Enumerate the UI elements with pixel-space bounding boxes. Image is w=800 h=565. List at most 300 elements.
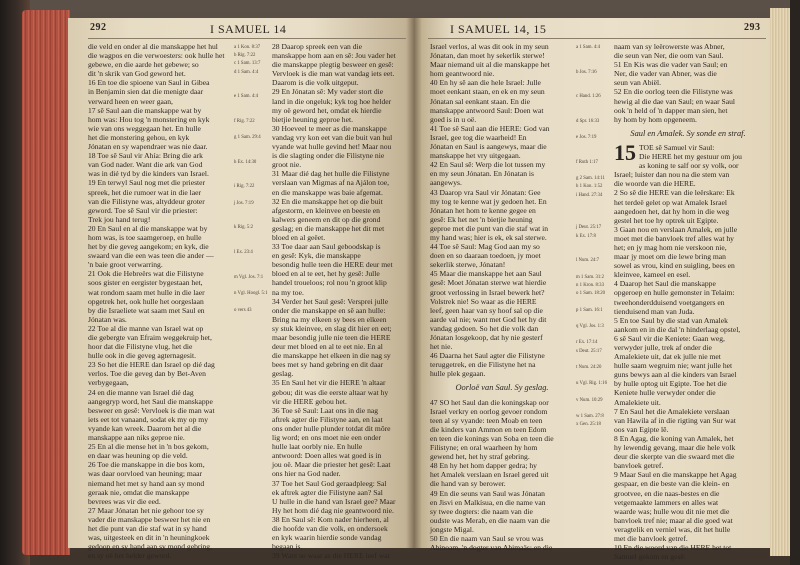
verse-line: die wagpos en die verwoesters: ook hulle het bbox=[88, 51, 225, 61]
verse-line: opgetrek het, ook hulle het oorgeslaan bbox=[88, 296, 204, 306]
verse-line: gebou; dit was die eerste altaar wat hy bbox=[272, 387, 389, 397]
verse-line: begaan is. bbox=[272, 542, 303, 552]
verse-line: Vervloek is die man wat vandag iets eet. bbox=[272, 69, 395, 79]
cross-reference bbox=[234, 151, 270, 159]
verse-line: geslag; en die manskappe het dit met bbox=[272, 223, 385, 233]
cross-reference bbox=[234, 126, 270, 134]
verse-line: as koning te salf oor sy volk, oor bbox=[639, 161, 739, 171]
chapter-number: 15 bbox=[614, 139, 636, 165]
verse-line: Daarom is die volk uitgeput. bbox=[272, 78, 359, 88]
verse-line: en Jisvi en Malkísua, en die name van bbox=[430, 497, 546, 507]
verse-line: 6 sê Saul vir die Keniete: Gaan weg, bbox=[614, 333, 725, 343]
verse-line: die manskappe plegtig besweer en gesê: bbox=[272, 60, 394, 70]
verse-line: 2 So sê die HERE van die leërskare: Ek bbox=[614, 188, 735, 198]
cross-reference bbox=[234, 77, 270, 85]
verse-line: Keniete hulle verwyder onder die bbox=[614, 388, 716, 398]
verse-line: gesê: Moet Jónatan sterwe wat hierdie bbox=[430, 278, 547, 288]
verse-line: deur met bloed en al te eet nie. En al bbox=[272, 342, 383, 352]
verse-line: 43 Daarop vra Saul vir Jónatan: Gee bbox=[430, 187, 541, 197]
verse-line: by die Israeliete wat saam met Saul en bbox=[88, 305, 205, 315]
verse-line: teen al sy vyande: teen Moab en teen bbox=[430, 415, 543, 425]
verse-line: Amalekiete uit, dat ek julle nie met bbox=[614, 352, 721, 362]
verse-line: en gesê: Kyk, die manskappe bbox=[272, 251, 361, 261]
left-page-number: 292 bbox=[90, 22, 107, 33]
cross-reference bbox=[234, 85, 270, 93]
verse-line: vyande wat hulle gevind het! Maar nou bbox=[272, 142, 392, 152]
verse-line: het by die geveg aangekom; en kyk, die bbox=[88, 242, 209, 252]
cross-reference bbox=[576, 372, 612, 380]
verse-line: van Hawila af in die rigting van Sur wat bbox=[614, 415, 736, 425]
cross-reference bbox=[576, 126, 612, 134]
verse-line: gestel het toe hy optrek uit Egipte. bbox=[614, 215, 719, 225]
right-column-1 bbox=[430, 42, 574, 553]
right-column-2 bbox=[614, 42, 762, 562]
verse-line: 26 Toe die manskappe in die bos kom, bbox=[88, 460, 205, 470]
verse-line: verward heen en weer gaan, bbox=[88, 96, 173, 106]
verse-line: hom geantwoord nie. bbox=[430, 69, 495, 79]
verse-line: 35 En Saul het vir die HERE 'n altaar bbox=[272, 378, 386, 388]
cross-reference bbox=[576, 85, 612, 93]
verse-line: Jónatan sal eenkant staan. En die bbox=[430, 96, 530, 106]
verse-line: Bring na my elkeen sy bees en elkeen bbox=[272, 314, 387, 324]
cross-reference: t Num. 24:20 bbox=[576, 364, 602, 370]
cross-reference: i Hand. 27:34 bbox=[576, 192, 603, 198]
verse-line: 34 Verder het Saul gesê: Versprei julle bbox=[272, 296, 389, 306]
verse-line: teruggetrek, en die Filistyne het na bbox=[430, 360, 536, 370]
verse-line: hoor dat die Filistyne vlug, het die bbox=[88, 342, 193, 352]
cross-reference bbox=[234, 208, 270, 216]
cross-reference: d 1 Sam. 4:4 bbox=[234, 69, 259, 75]
verse-line: waarde was; hulle wou dit nie met die bbox=[614, 506, 730, 516]
verse-line: deur die skerpte van die swaard met die bbox=[614, 452, 735, 462]
verse-line: 8 En Agag, die koning van Amalek, het bbox=[614, 433, 734, 443]
cross-reference bbox=[234, 298, 270, 306]
verse-line: en kyk waarin hierdie sonde vandag bbox=[272, 533, 382, 543]
cross-reference: h 1 Kon. 1:52 bbox=[576, 184, 603, 190]
cross-reference: l Ex. 23:4 bbox=[234, 250, 253, 256]
verse-line: hom was, is toe saamgeroep, en hulle bbox=[88, 232, 202, 242]
verse-line: die veld en onder al die manskappe het hul bbox=[88, 42, 218, 51]
cross-reference bbox=[576, 216, 612, 224]
verse-line: sowel as vrou, kind en suigling, bees en bbox=[614, 261, 735, 271]
verse-line: 33 Toe daar aan Saul geboodskap is bbox=[272, 242, 381, 252]
verse-line: Jónatan, dan moet hy sekerlik sterwe! bbox=[430, 51, 545, 61]
verse-line: antwoord: Doen alles wat goed is in bbox=[272, 451, 382, 461]
verse-line: ek aftrek agter die Filistyne aan? Sal bbox=[272, 487, 383, 497]
verse-line: en daar was heuning op die veld. bbox=[88, 451, 188, 461]
verse-line: 29 En Jónatan sê: My vader stort die bbox=[272, 87, 384, 97]
verse-line: iets eet tot vanaand, sodat ek my op my bbox=[88, 414, 208, 424]
verse-line: het terdeë gelet op wat Amalek Israel bbox=[614, 197, 728, 207]
right-page-number: 293 bbox=[744, 22, 761, 33]
verse-line: het Amalek verslaan en Israel gered uit bbox=[430, 470, 549, 480]
verse-line: hulle plek gegaan. bbox=[430, 369, 486, 379]
verse-line: veragtelik en verniel was, dit het hulle bbox=[614, 524, 731, 534]
verse-line: Trek jou hand terug! bbox=[88, 214, 151, 224]
verse-line: 39 Want so waar as die HERE leef wat bbox=[272, 551, 390, 561]
verse-line: het die punt van die staf wat in sy hand bbox=[88, 523, 207, 533]
verse-line: geword. Toe sê Saul vir die priester: bbox=[88, 205, 198, 215]
verse-line: 10 En die woord van die HERE het tot bbox=[614, 543, 732, 553]
verse-line: verbygegaan, bbox=[88, 378, 129, 388]
verse-line: die hand van sy berower. bbox=[430, 479, 506, 489]
verse-line: van God nader. Want die ark van God bbox=[88, 160, 203, 170]
verse-line: in Benjamin sien dat die menigte daar bbox=[88, 87, 204, 97]
right-page bbox=[414, 18, 774, 562]
verse-line: 48 En hy het hom dapper gedra; hy bbox=[430, 461, 537, 471]
verse-line: oos van Egipte lê. bbox=[614, 424, 669, 434]
cross-reference: p 1 Sam. 16:1 bbox=[576, 307, 603, 313]
verse-line: aangewys. bbox=[430, 178, 462, 188]
verse-line: naam van sy leërowerste was Abner, bbox=[614, 42, 725, 51]
verse-line: 16 En toe die spioene van Saul in Gibea bbox=[88, 78, 210, 88]
verse-line: sekerlik sterwe, Jónatan! bbox=[430, 260, 506, 270]
cross-reference bbox=[576, 356, 612, 364]
verse-line: 28 Daarop spreek een van die bbox=[272, 42, 363, 51]
verse-line: 7 En Saul het die Amalekiete verslaan bbox=[614, 406, 730, 416]
verse-line: hom was: Hou tog 'n monstering en kyk bbox=[88, 114, 210, 124]
verse-line: het die monstering gehou, en kyk bbox=[88, 132, 190, 142]
left-references-1 bbox=[234, 44, 270, 544]
cross-reference bbox=[234, 101, 270, 109]
verse-line: bietjie heuning geproe het. bbox=[272, 114, 353, 124]
verse-line: dit 'n skrik van God geword het. bbox=[88, 69, 186, 79]
verse-line: hewig al die dae van Saul; en waar Saul bbox=[614, 96, 736, 106]
verse-line: geproe met die punt van die staf wat in bbox=[430, 223, 549, 233]
verse-line: vyande kan wreek. Daarom het al die bbox=[88, 423, 202, 433]
cross-reference bbox=[234, 175, 270, 183]
verse-line: maar jy moet om die lewe bring man bbox=[614, 252, 726, 262]
verse-line: Ahinoam, 'n dogter van Ahimaäs; en die bbox=[430, 543, 553, 553]
verse-line: Volstrek nie! So waar as die HERE bbox=[430, 296, 537, 306]
verse-line: banvloek tref nie; maar al die goed wat bbox=[614, 515, 733, 525]
verse-line: spreek, het die rumoer wat in die laer bbox=[88, 187, 202, 197]
verse-line: hy hom by hom opgeneem. bbox=[614, 114, 697, 124]
verse-line: besweer en gesê: Vervloek is die man wat bbox=[88, 405, 215, 415]
verse-line: Jónatan en sy wapendraer was nie daar. bbox=[88, 142, 208, 152]
verse-line: afgestorm, en kleinvee en beeste en bbox=[272, 205, 380, 215]
verse-line: besondig hulle teen die HERE deur met bbox=[272, 260, 393, 270]
verse-line: vetgemaakte lammers en alles wat bbox=[614, 497, 719, 507]
verse-line: 40 En hy sê aan die hele Israel: Julle bbox=[430, 78, 541, 88]
verse-line: jongste Migal. bbox=[430, 524, 474, 534]
cross-reference bbox=[576, 241, 612, 249]
verse-line: hulle saam wegruim nie; want julle het bbox=[614, 361, 733, 371]
cross-reference bbox=[234, 167, 270, 175]
verse-line: kleinvee, kameel en esel. bbox=[614, 270, 691, 280]
cross-reference: c 1 Sam. 13:7 bbox=[234, 61, 261, 67]
left-column-1 bbox=[88, 42, 230, 561]
cross-reference: k Ex. 17:8 bbox=[576, 233, 596, 239]
verse-line: 49 En die seuns van Saul was Jónatan bbox=[430, 488, 545, 498]
verse-line: Die HERE het my gestuur om jou bbox=[639, 152, 742, 162]
verse-line: kalwers geneem en dit op die grond bbox=[272, 214, 381, 224]
verse-line: die kinders van Ammon en teen Edom bbox=[430, 424, 547, 434]
verse-line: vandag gedoen. So het die volk dan bbox=[430, 323, 539, 333]
verse-line: tienduisend man van Juda. bbox=[614, 306, 695, 316]
verse-line: 46 Daarna het Saul agter die Filistyne bbox=[430, 351, 545, 361]
cross-reference: x Gen. 25:18 bbox=[576, 422, 601, 428]
verse-line: aankom en in die dal 'n hinderlaag opstel, bbox=[614, 324, 741, 334]
cross-reference bbox=[576, 110, 612, 118]
section-heading-saul-wars: Oorloë van Saul. Sy geslag. bbox=[455, 383, 549, 393]
verse-line: verlos. Toe die geveg dan by Bet-Aven bbox=[88, 369, 206, 379]
red-page-edges bbox=[22, 10, 70, 555]
cross-reference bbox=[234, 265, 270, 273]
cross-reference: k Rig. 5:2 bbox=[234, 225, 254, 231]
cross-reference: i Rig. 7:22 bbox=[234, 184, 255, 190]
book-cover-right bbox=[790, 0, 800, 565]
verse-line: die manskappe het elkeen in die nag sy bbox=[272, 351, 391, 361]
verse-line: 30 Hoeveel te meer as die manskappe bbox=[272, 123, 387, 133]
verse-line: aangedoen het, dat hy hom in die weg bbox=[614, 206, 730, 216]
cross-reference bbox=[234, 192, 270, 200]
verse-line: guns bewys aan al die kinders van Israel bbox=[614, 370, 737, 380]
verse-line: die gebergte van Efraim weggekruip het, bbox=[88, 333, 212, 342]
cross-reference: v Num. 10:29 bbox=[576, 397, 603, 403]
verse-line: 24 en die manne van Israel dié dag bbox=[88, 387, 194, 397]
cross-reference bbox=[576, 151, 612, 159]
verse-line: gebewe, en die aarde het gebewe; so bbox=[88, 60, 199, 70]
verse-line: 17 sê Saul aan die manskappe wat by bbox=[88, 105, 202, 115]
verse-line: manskappe het vry uitgegaan. bbox=[430, 151, 521, 161]
cross-reference: r Ex. 17:14 bbox=[576, 340, 598, 346]
verse-line: 18 Toe sê Saul vir Ahía: Bring die ark bbox=[88, 151, 203, 161]
verse-line: manskappe aan niks geproe nie. bbox=[88, 433, 185, 443]
verse-line: vandag vry kon eet van die buit van hul bbox=[272, 132, 393, 142]
cross-reference: j Jos. 7:19 bbox=[234, 200, 254, 206]
cross-reference: l Num. 24:7 bbox=[576, 258, 600, 264]
cross-reference: g 1 Sam. 29:4 bbox=[234, 135, 261, 141]
cross-reference: u Vgl. Rig. 1:16 bbox=[576, 381, 607, 387]
verse-line: sy twee dogters: die naam van die bbox=[430, 506, 533, 516]
verse-line: bloed en al te eet, het hy gesê: Julle bbox=[272, 269, 380, 279]
verse-line: bloed en al geëet. bbox=[272, 232, 326, 242]
verse-line: en die manskappe was baie afgemat. bbox=[272, 187, 383, 197]
verse-line: banvloek getref. bbox=[614, 461, 664, 471]
verse-line: onder die manskappe en sê aan hulle: bbox=[272, 305, 386, 315]
verse-line: is die slagting onder die Filistyne nie bbox=[272, 151, 385, 161]
verse-line: tweehonderdduisend voetgangers en bbox=[614, 297, 725, 307]
cross-reference: d Spr. 16:33 bbox=[576, 118, 600, 124]
verse-line: 37 Toe het Saul God geraadpleeg: Sal bbox=[272, 478, 387, 488]
cross-reference: q Vgl. Jos. 1:3 bbox=[576, 323, 604, 329]
verse-line: was, uitgesteek en dit in 'n heuningkoek bbox=[88, 533, 210, 543]
verse-line: gespaar, en die beste van die klein- en bbox=[614, 479, 730, 489]
verse-line: gedoop en sy hand aan sy mond gebring, bbox=[88, 542, 213, 552]
verse-line: goed is in u oë. bbox=[430, 114, 477, 124]
verse-line: ook 'n held of 'n dapper man sien, het bbox=[614, 105, 728, 115]
verse-line: leef, geen haar van sy hoof sal op die bbox=[430, 305, 543, 315]
cross-reference: f Ruth 1:17 bbox=[576, 159, 598, 165]
verse-line: 52 En die oorlog teen die Filistyne was bbox=[614, 87, 733, 97]
verse-line: groot nie. bbox=[272, 160, 302, 170]
cross-reference: h Ex. 14:30 bbox=[234, 159, 257, 165]
cross-reference: a 1 Sam. 4:4 bbox=[576, 45, 600, 50]
verse-line: 42 En Saul sê: Werp die lot tussen my bbox=[430, 160, 546, 170]
verse-line: vader die manskappe besweer het nie en bbox=[88, 514, 211, 524]
cross-reference: e Jos. 7:19 bbox=[576, 135, 597, 141]
cross-reference: g 2 Sam. 14:11 bbox=[576, 176, 605, 182]
verse-line: jou oë. Maar die priester het gesê: Laat bbox=[272, 460, 391, 470]
cross-reference: f Rig. 7:22 bbox=[234, 118, 255, 124]
cross-reference: w 1 Sam. 27:8 bbox=[576, 414, 604, 420]
left-header-rule bbox=[88, 38, 406, 39]
verse-line: grootvee, en die naas-bestes en die bbox=[614, 488, 720, 498]
cross-reference bbox=[576, 331, 612, 339]
verse-line: soos gister en eergister bygestaan het, bbox=[88, 278, 203, 288]
verse-line: die woorde van die HERE. bbox=[614, 179, 696, 189]
verse-line: die hoofde van die volk, en ondersoek bbox=[272, 523, 388, 533]
verse-line: U hulle in die hand van Israel gee? Maar bbox=[272, 496, 396, 506]
verse-line: moet eenkant staan, en ek en my seun bbox=[430, 87, 545, 97]
verse-line: Samuel gekom en gesê: bbox=[614, 552, 686, 562]
verse-line: my tog te kenne wat jy gedoen het. En bbox=[430, 196, 547, 206]
verse-line: na my toe. bbox=[272, 287, 304, 297]
verse-line: Israel verlos, al was dit ook in my seun bbox=[430, 42, 549, 51]
cross-reference: c Hand. 1:26 bbox=[576, 94, 601, 100]
verse-line: 36 Toe sê Saul: Laat ons in die nag bbox=[272, 405, 379, 415]
verse-line: hy lewendig gevang, maar die hele volk bbox=[614, 443, 736, 453]
right-header-rule bbox=[428, 38, 766, 39]
verse-line: geraak nie, omdat die manskappe bbox=[88, 487, 190, 497]
cross-reference bbox=[234, 241, 270, 249]
cross-reference: b Jos. 7:16 bbox=[576, 69, 597, 75]
cross-reference bbox=[576, 101, 612, 109]
verse-line: by hulle optog uit Egipte. Toe het die bbox=[614, 379, 727, 389]
verse-line: aangegryp word, het Saul die manskappe bbox=[88, 396, 213, 406]
cross-reference: e 1 Sam. 4:4 bbox=[234, 94, 258, 100]
verse-line: opgeroep en hulle gemonster in Telaim: bbox=[614, 288, 735, 298]
verse-line: Maar niemand uit al die manskappe het bbox=[430, 60, 550, 70]
right-page-header: I SAMUEL 14, 15 bbox=[450, 22, 547, 36]
verse-line: 47 SO het Saul dan die koningskap oor bbox=[430, 397, 549, 407]
cross-reference bbox=[576, 60, 612, 68]
cross-reference: n Vgl. Hoogl. 5:1 bbox=[234, 291, 268, 297]
verse-line: 19 En terwyl Saul nog met die priester bbox=[88, 178, 206, 188]
verse-line: Ner, die vader van Abner, was die bbox=[614, 69, 717, 79]
verse-line: wie van ons weggegaan het. En hulle bbox=[88, 123, 201, 133]
verse-line: Israel verkry en oorlog gevoer rondom bbox=[430, 406, 548, 416]
verse-line: maar besondig julle nie teen die HERE bbox=[272, 333, 391, 342]
verse-line: 5 En toe Saul by die stad van Amalek bbox=[614, 315, 728, 325]
verse-line: 51 En Kis was die vader van Saul; en bbox=[614, 60, 728, 70]
verse-line: 21 Ook die Hebreërs wat die Filistyne bbox=[88, 269, 204, 279]
verse-line: bees met sy hand gebring en dit daar bbox=[272, 360, 384, 370]
cross-reference: a 1 Kon. 8:37 bbox=[234, 45, 261, 50]
verse-line: met die banvloek getref. bbox=[614, 533, 688, 543]
verse-line: aarde val nie; want met God het hy dit bbox=[430, 314, 547, 324]
verse-line: 50 En die naam van Saul se vrou was bbox=[430, 533, 544, 543]
verse-line: was daar oorvloed van heuning; maar bbox=[88, 469, 203, 479]
verse-line: hulle laat oorbly nie. En hulle bbox=[272, 442, 363, 452]
verse-line: sy stuk kleinvee, en slag dit hier en eet; bbox=[272, 323, 392, 333]
verse-line: wat rondom saam met hulle in die laer bbox=[88, 287, 205, 297]
verse-line: verslaan van Migmas af na Ajálon toe, bbox=[272, 178, 390, 188]
cross-reference bbox=[234, 257, 270, 265]
verse-line: doen en so daaraan toedoen, jy moet bbox=[430, 251, 541, 261]
cross-reference bbox=[576, 142, 612, 150]
cross-reference bbox=[576, 389, 612, 397]
verse-line: handel troueloos; rol nou 'n groot klip bbox=[272, 278, 387, 288]
verse-line: manskappe antwoord Saul: Doen wat bbox=[430, 105, 544, 115]
cross-reference bbox=[576, 405, 612, 413]
cross-reference bbox=[234, 233, 270, 241]
verse-line: Jónatan en Saul is aangewys, maar die bbox=[430, 142, 547, 152]
left-column-2 bbox=[272, 42, 408, 561]
verse-line: 45 Maar die manskappe het aan Saul bbox=[430, 269, 542, 279]
verse-line: Jónatan het hom te kenne gegee en bbox=[430, 205, 536, 215]
verse-line: het; en jy mag hom nie verskoon nie, bbox=[614, 242, 727, 252]
cross-reference: m 1 Sam. 31:2 bbox=[576, 274, 604, 280]
cross-reference bbox=[576, 249, 612, 257]
verse-line: 4 Daarop het Saul die manskappe bbox=[614, 279, 716, 289]
verse-line: geslag. bbox=[272, 369, 294, 379]
verse-line: Amalekiete uit. bbox=[614, 397, 661, 407]
cross-reference: j Deut. 25:17 bbox=[576, 225, 602, 231]
verse-line: land in die ongeluk; kyk tog hoe helder bbox=[272, 96, 392, 106]
verse-line: en teen die konings van Soba en teen die bbox=[430, 433, 554, 443]
verse-line: 31 Maar dié dag het hulle die Filistyne bbox=[272, 169, 390, 179]
verse-line: 27 Maar Jónatan het nie gehoor toe sy bbox=[88, 505, 204, 515]
verse-line: Israel, gee tog die waarheid! En bbox=[430, 132, 527, 142]
section-heading-saul-amalek: Saul en Amalek. Sy sonde en straf. bbox=[630, 128, 746, 138]
verse-line: groot verlossing in Israel bewerk het? bbox=[430, 287, 545, 297]
verse-line: hulle ook in die geveg agternagesit. bbox=[88, 351, 196, 361]
verse-line: bevrees was vir die eed. bbox=[88, 496, 161, 506]
verse-line: aftrek agter die Filistyne aan, en laat bbox=[272, 414, 383, 424]
cross-reference bbox=[576, 208, 612, 216]
verse-line: 32 En die manskappe het op die buit bbox=[272, 196, 383, 206]
cross-reference bbox=[576, 315, 612, 323]
verse-line: my oë geword het, omdat ek hierdie bbox=[272, 105, 382, 115]
verse-line: moet met die banvloek tref alles wat hy bbox=[614, 233, 734, 243]
cross-reference bbox=[576, 52, 612, 60]
verse-line: 9 Maar Saul en die manskappe het Agag bbox=[614, 470, 737, 480]
verse-line: Jónatan losgekoop, dat hy nie gesterf bbox=[430, 333, 543, 342]
verse-line: 'n baie groot verwarring. bbox=[88, 260, 163, 270]
verse-line: swaard van die een was teen die ander — bbox=[88, 251, 214, 261]
cross-reference: n 1 Kron. 8:33 bbox=[576, 282, 604, 288]
verse-line: van die Filistyne was, altyddeur groter bbox=[88, 196, 205, 206]
verse-line: oudste was Merab, en die naam van die bbox=[430, 515, 550, 525]
cross-reference: s Deut. 25:17 bbox=[576, 348, 602, 354]
cross-reference bbox=[234, 216, 270, 224]
verse-line: verwyder julle, trek af onder die bbox=[614, 343, 712, 352]
cross-reference bbox=[234, 110, 270, 118]
left-page-header: I SAMUEL 14 bbox=[210, 22, 287, 36]
cross-reference: b Rig. 7:22 bbox=[234, 53, 256, 59]
cross-reference bbox=[234, 282, 270, 290]
verse-line: vir die HERE gebou het. bbox=[272, 396, 347, 406]
verse-line: 38 En Saul sê: Kom nader hierheen, al bbox=[272, 514, 389, 524]
verse-line: ons hier na God nader. bbox=[272, 469, 341, 479]
verse-line: Filistyne; en oral waarheen hy hom bbox=[430, 443, 538, 453]
cross-reference bbox=[234, 142, 270, 150]
verse-line: 20 En Saul en al die manskappe wat by bbox=[88, 223, 208, 233]
verse-line: 41 Toe sê Saul aan die HERE: God van bbox=[430, 123, 550, 133]
verse-line: 23 So het die HERE dan Israel op dié dag bbox=[88, 360, 215, 370]
verse-line: manskappe hom aan en sê: Jou vader het bbox=[272, 51, 396, 61]
cross-reference: o 1 Sam. 18:20 bbox=[576, 291, 606, 297]
book-gutter-shadow bbox=[406, 18, 422, 548]
verse-line: my hand was; hier is ek, ek sal sterwe. bbox=[430, 232, 547, 242]
verse-line: en sy oë het helder geword. bbox=[88, 551, 172, 561]
verse-line: gesê: Ek het net 'n bietjie heuning bbox=[430, 214, 533, 224]
right-references bbox=[576, 44, 612, 544]
cross-reference bbox=[576, 265, 612, 273]
verse-line: seun van Abiël. bbox=[614, 78, 662, 88]
